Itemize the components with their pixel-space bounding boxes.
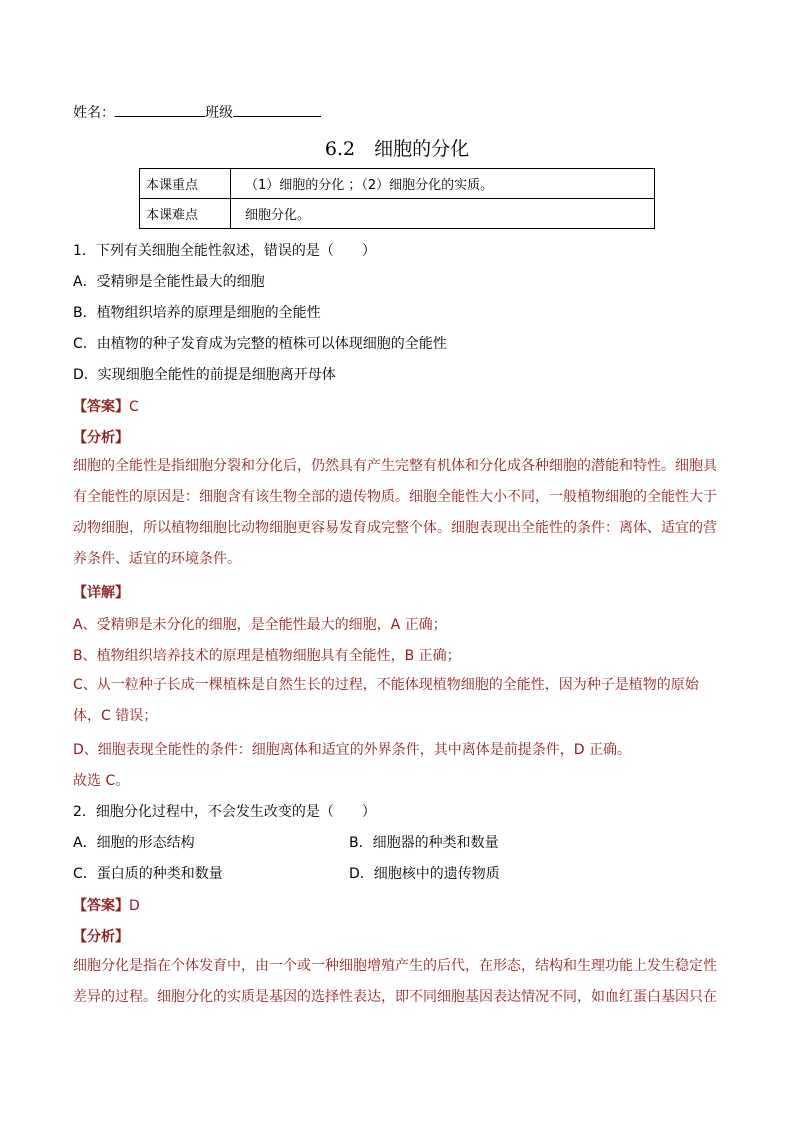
- q2-option-c: C．蛋白质的种类和数量: [73, 866, 223, 882]
- q1-answer-tag: 【答案】: [73, 399, 129, 415]
- q1-detail-tag: 【详解】: [73, 585, 129, 601]
- q2-answer-line: [73, 895, 140, 915]
- table-row: [140, 169, 655, 199]
- q1-conclusion: 故选 C。: [73, 773, 130, 789]
- q1-analysis-tag: 【分析】: [73, 430, 129, 446]
- q1-option-a: A．受精卵是全能性最大的细胞: [73, 274, 265, 290]
- table-row: [140, 199, 655, 229]
- q1-option-d: D．实现细胞全能性的前提是细胞离开母体: [73, 367, 336, 383]
- key-point-value: （1）细胞的分化 ；（2）细胞分化的实质。: [231, 169, 655, 199]
- q1-detail-c: C、从一粒种子长成一棵植株是自然生长的过程，不能体现植物细胞的全能性，因为种子是植物的原始体，C 错误；: [73, 677, 699, 724]
- class-blank[interactable]: [233, 102, 321, 117]
- q2-option-a: A．细胞的形态结构: [73, 835, 195, 851]
- q1-detail-d: D、细胞表现全能性的条件：细胞离体和适宜的外界条件，其中离体是前提条件，D 正确。: [73, 742, 632, 758]
- q1-answer-line: [73, 396, 139, 416]
- q1-stem: 1．下列有关细胞全能性叙述，错误的是（ ）: [73, 243, 376, 259]
- difficulty-value: 细胞分化。: [231, 199, 655, 229]
- key-point-label: 本课重点: [140, 169, 231, 199]
- q2-stem: 2．细胞分化过程中，不会发生改变的是（ ）: [73, 804, 376, 820]
- q2-option-b: B．细胞器的种类和数量: [349, 835, 499, 851]
- q1-analysis: 细胞的全能性是指细胞分裂和分化后，仍然具有产生完整有机体和分化成各种细胞的潜能和特性。细胞具有全能性的原因是：细胞含有该生物全部的遗传物质。细胞全能性大小不同，一般植物细胞的全能性大于动物细胞，所以植物细胞比动物细胞更容易发育成完整个体。细胞表现出全能性的条件：离体、适宜的营养条件、适宜的环境条件。: [73, 458, 717, 567]
- q2-answer-tag: 【答案】: [73, 898, 129, 914]
- q1-option-b: B．植物组织培养的原理是细胞的全能性: [73, 305, 321, 321]
- q2-analysis-tag: 【分析】: [73, 929, 129, 945]
- q1-answer: C: [129, 399, 139, 415]
- name-label: 姓名：: [73, 105, 115, 121]
- name-blank[interactable]: [115, 102, 205, 117]
- q1-detail-b: B、植物组织培养技术的原理是植物细胞具有全能性，B 正确；: [73, 648, 461, 664]
- difficulty-label: 本课难点: [140, 199, 231, 229]
- class-label: 班级: [205, 105, 233, 121]
- q1-detail-a: A、受精卵是未分化的细胞，是全能性最大的细胞，A 正确；: [73, 617, 447, 633]
- lesson-info-table: [139, 168, 655, 229]
- page-title: 6.2 细胞的分化: [324, 138, 470, 160]
- q2-analysis: 细胞分化是指在个体发育中，由一个或一种细胞增殖产生的后代，在形态，结构和生理功能上发生稳定性差异的过程。细胞分化的实质是基因的选择性表达，即不同细胞基因表达情况不同，如血红蛋白基因只在: [73, 958, 717, 1005]
- name-class-line: [73, 102, 321, 122]
- q2-option-d: D．细胞核中的遗传物质: [349, 866, 500, 882]
- q2-answer: D: [129, 898, 140, 914]
- q1-option-c: C．由植物的种子发育成为完整的植株可以体现细胞的全能性: [73, 336, 447, 352]
